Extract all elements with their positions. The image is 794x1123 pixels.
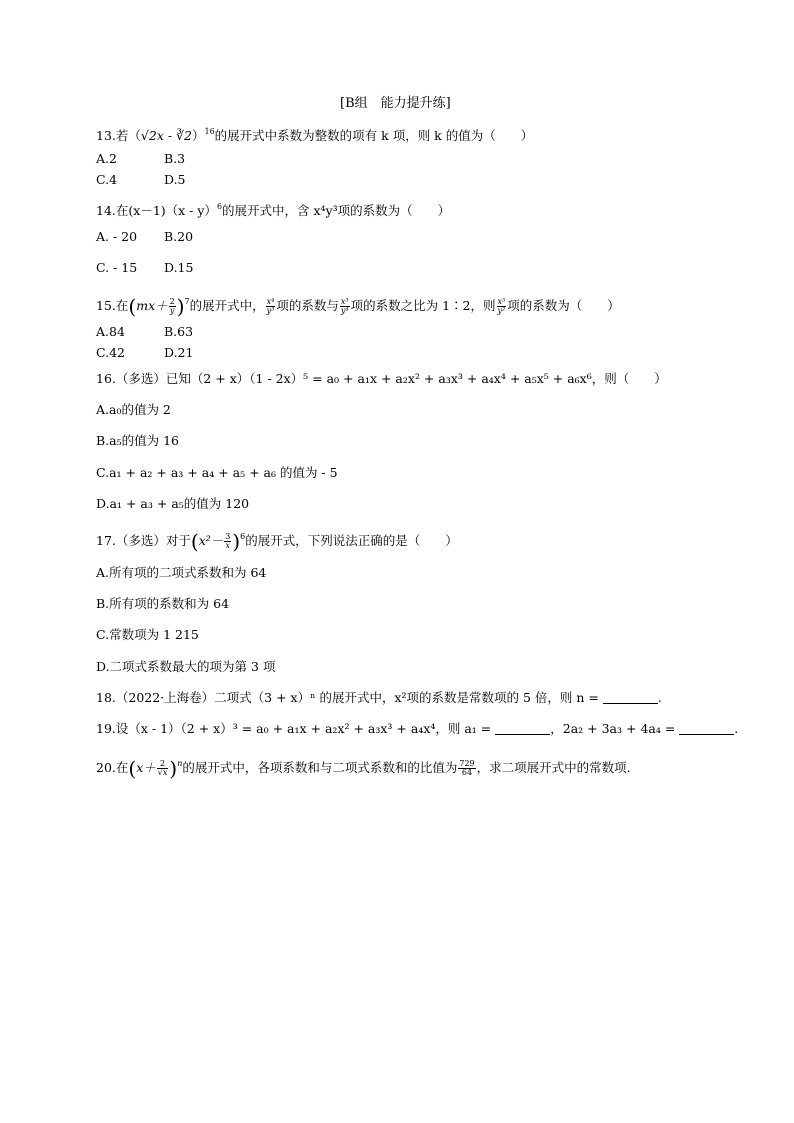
q15-exponent: 7 [184, 297, 190, 306]
q15-f2-den: y⁴ [340, 306, 349, 315]
q15-option-d: D.21 [164, 345, 194, 360]
q15-right-paren: ) [176, 294, 185, 319]
q13-option-b: B.3 [164, 151, 186, 166]
q19-answer-blank-1 [495, 722, 550, 735]
q18-end: . [657, 690, 662, 705]
q14-option-d: D.15 [164, 260, 194, 275]
q13-option-c: C.4 [96, 172, 118, 187]
q17-frac-den: x [225, 541, 231, 550]
question-14 [96, 199, 450, 219]
q13-text: 的展开式中系数为整数的项有 k 项，则 k 的值为（ ） [214, 128, 534, 143]
q19-answer-blank-2 [679, 722, 734, 735]
q17-option-d: D.二项式系数最大的项为第 3 项 [96, 659, 276, 674]
q14-option-b: B.20 [164, 229, 194, 244]
q15-f3-den: y² [497, 306, 506, 315]
q16-option-c: C.a₁ + a₂ + a₃ + a₄ + a₅ + a₆ 的值为 - 5 [96, 465, 338, 480]
q20-right-paren: ) [169, 756, 178, 781]
q20-ratio-num: 729 [459, 759, 475, 768]
q15-number: 15. [96, 298, 116, 313]
q20-t1: 的展开式中，各项系数和与二项式系数和的比值为 [182, 760, 458, 775]
q20-frac-num: 2 [157, 760, 169, 769]
q15-frac-den: y [169, 306, 175, 315]
q15-t2: 项的系数与 [276, 298, 339, 313]
q17-option-b: B.所有项的系数和为 64 [96, 596, 230, 611]
q18-text: 18.（2022·上海卷）二项式（3 + x）ⁿ 的展开式中，x²项的系数是常数项的 5 倍，则 n = [96, 690, 599, 705]
q20-left-paren: ( [128, 756, 137, 781]
section-title: [B组 能力提升练] [340, 96, 451, 111]
q17-left-paren: ( [190, 529, 199, 554]
q20-t2: ，求二项展开式中的常数项. [476, 760, 631, 775]
q20-ratio [458, 760, 475, 777]
q14-stem: 在(x－1)（x - y） [115, 203, 217, 218]
q13-pre: 若（ [115, 128, 141, 143]
q15-f1-num: x⁴ [266, 297, 275, 306]
q13-post: ） [191, 128, 205, 143]
q15-term-1 [266, 298, 276, 315]
q16-option-d: D.a₁ + a₃ + a₅的值为 120 [96, 496, 250, 511]
q15-term-2 [340, 298, 350, 315]
q15-option-b: B.63 [164, 324, 194, 339]
q15-f2-num: x³ [340, 297, 349, 306]
q17-expr: x²－ [198, 533, 224, 548]
q15-t4: 项的系数为（ ） [507, 298, 620, 313]
q17-exponent: 6 [240, 532, 246, 541]
q17-fraction [224, 533, 231, 550]
q20-pre: 20.在 [96, 760, 129, 775]
q15-f3-num: x⁵ [497, 297, 506, 306]
question-20 [96, 756, 631, 781]
q15-option-c: C.42 [96, 345, 125, 360]
question-15 [96, 294, 620, 319]
q16-option-a: A.a₀的值为 2 [96, 402, 171, 417]
q17-option-c: C.常数项为 1 215 [96, 627, 199, 642]
q16-option-b: B.a₅的值为 16 [96, 433, 180, 448]
q18-answer-blank [603, 691, 658, 704]
q15-f1-den: y³ [266, 306, 275, 315]
q13-expr: √2x - ∛2 [140, 128, 192, 143]
q17-frac-num: 3 [225, 532, 231, 541]
q20-frac-den: √x [157, 768, 168, 777]
q17-option-a: A.所有项的二项式系数和为 64 [96, 565, 267, 580]
q17-text: 的展开式，下列说法正确的是（ ） [245, 533, 458, 548]
q20-ratio-den: 64 [461, 768, 473, 777]
q19-end: . [734, 721, 739, 736]
q17-right-paren: ) [232, 529, 241, 554]
q20-expr: x＋ [136, 760, 156, 775]
q15-expr: mx＋ [136, 298, 168, 313]
question-13 [96, 124, 533, 144]
q15-frac-num: 2 [169, 297, 175, 306]
question-19 [96, 721, 738, 737]
q14-option-a: A. - 20 [96, 229, 138, 244]
q14-option-c: C. - 15 [96, 260, 138, 275]
q15-term-3 [497, 298, 507, 315]
q14-number: 14. [96, 203, 116, 218]
q15-left-paren: ( [128, 294, 137, 319]
q13-number: 13. [96, 128, 116, 143]
q20-exponent: n [177, 759, 183, 768]
question-17 [96, 529, 458, 554]
q14-text: 的展开式中，含 x⁴y³项的系数为（ ） [222, 203, 451, 218]
q14-exponent: 6 [216, 202, 223, 211]
q13-option-d: D.5 [164, 172, 186, 187]
q15-fraction [169, 298, 176, 315]
question-18 [96, 690, 662, 706]
q15-t3: 项的系数之比为 1∶2，则 [350, 298, 496, 313]
q15-pre: 在 [115, 298, 129, 313]
q15-t1: 的展开式中， [189, 298, 265, 313]
q17-pre: 17.（多选）对于 [96, 533, 191, 548]
q19-text: 19.设（x - 1）（2 + x）³ = a₀ + a₁x + a₂x² + a₃x³ + a₄x⁴，则 a₁ = [96, 721, 492, 736]
q15-option-a: A.84 [96, 324, 125, 339]
q20-fraction [157, 760, 169, 777]
q19-mid: ，2a₂ + 3a₃ + 4a₄ = [550, 721, 676, 736]
q13-exponent: 16 [204, 127, 215, 136]
question-16: 16.（多选）已知（2 + x）（1 - 2x）⁵ = a₀ + a₁x + a₂x² + a₃x³ + a₄x⁴ + a₅x⁵ + a₆x⁶，则（ ） [96, 371, 667, 386]
q13-option-a: A.2 [96, 151, 117, 166]
